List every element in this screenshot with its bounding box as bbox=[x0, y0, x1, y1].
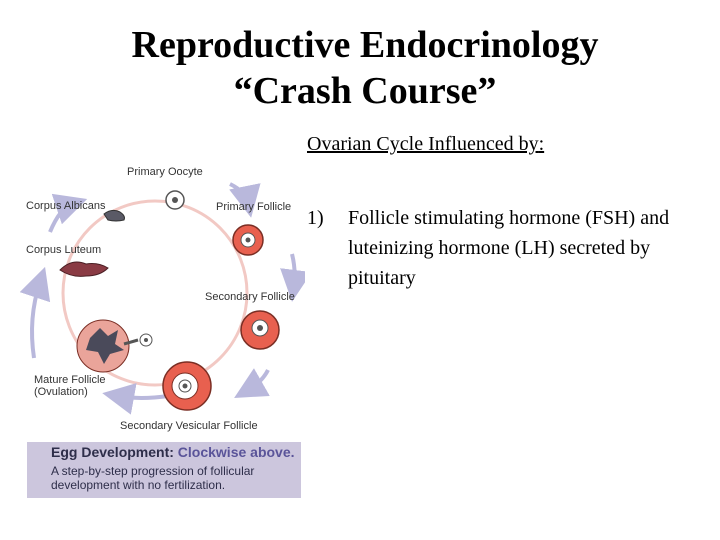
subtitle bbox=[307, 133, 544, 156]
caption-heading bbox=[51, 444, 295, 460]
arrow-icon bbox=[230, 184, 248, 202]
label-ovulation: (Ovulation) bbox=[34, 386, 88, 398]
label-primary-oocyte: Primary Oocyte bbox=[127, 166, 203, 178]
title-line-1: Reproductive Endocrinology bbox=[131, 24, 599, 66]
caption-body: A step-by-step progression of follicular development with no fertilization. bbox=[51, 464, 255, 492]
label-secondary-vesicular-follicle: Secondary Vesicular Follicle bbox=[120, 420, 258, 432]
label-corpus-luteum: Corpus Luteum bbox=[26, 244, 102, 256]
subtitle-colon: : bbox=[538, 133, 545, 155]
list-item-number: 1) bbox=[307, 207, 324, 229]
arrow-icon bbox=[248, 370, 268, 390]
list-item-text: Follicle stimulating hormone (FSH) and luteinizing hormone (LH) secreted by pituitary bbox=[348, 207, 670, 289]
caption-heading-label: Egg Development: bbox=[51, 444, 174, 460]
title-line-2: “Crash Course” bbox=[233, 70, 497, 112]
caption-heading-accent: Clockwise above. bbox=[173, 444, 295, 460]
subtitle-text: Ovarian Cycle Influenced by bbox=[307, 133, 539, 155]
label-primary-follicle: Primary Follicle bbox=[216, 201, 292, 213]
label-corpus-albicans: Corpus Albicans bbox=[26, 200, 106, 212]
arrow-icon bbox=[32, 282, 40, 358]
arrow-icon bbox=[292, 254, 295, 286]
slide-title bbox=[0, 22, 720, 114]
arrow-icon bbox=[118, 396, 168, 398]
figure-caption bbox=[27, 442, 301, 498]
corpus-albicans-icon bbox=[104, 210, 125, 221]
label-secondary-follicle: Secondary Follicle bbox=[205, 291, 295, 303]
corpus-luteum-icon bbox=[60, 262, 108, 276]
label-mature-follicle: Mature Follicle bbox=[34, 374, 106, 386]
